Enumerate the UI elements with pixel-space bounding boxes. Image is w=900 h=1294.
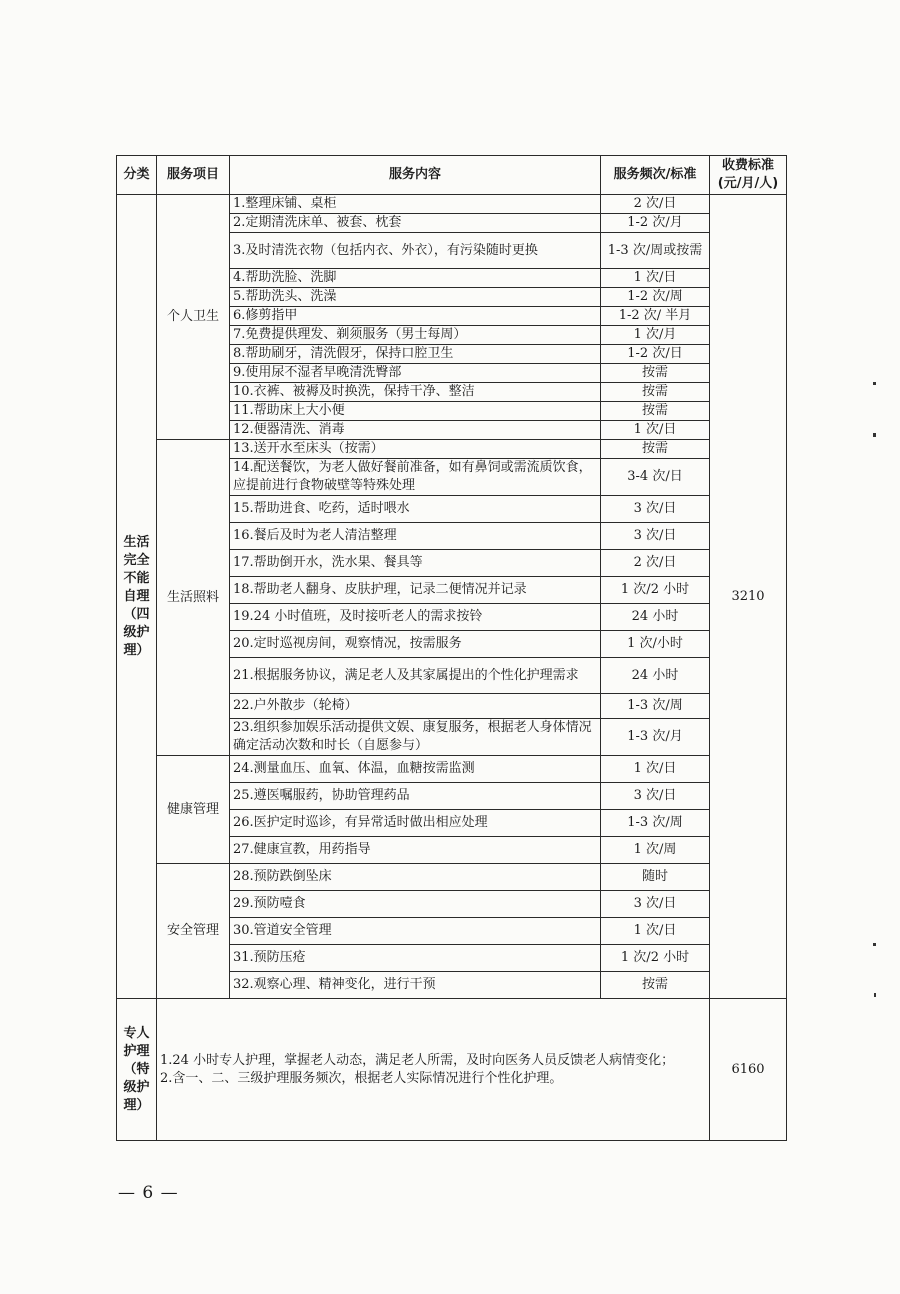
- special-fee-cell: 6160: [710, 999, 787, 1141]
- service-frequency-cell: 按需: [601, 402, 710, 421]
- service-content-cell: 18.帮助老人翻身、皮肤护理，记录二便情况并记录: [230, 577, 601, 604]
- service-item-cell: 安全管理: [157, 864, 230, 999]
- service-content-cell: 9.使用尿不湿者早晚清洗臀部: [230, 364, 601, 383]
- service-frequency-cell: 1-3 次/月: [601, 719, 710, 756]
- service-frequency-cell: 1-3 次/周或按需: [601, 233, 710, 269]
- service-frequency-cell: 1 次/周: [601, 837, 710, 864]
- service-frequency-cell: 24 小时: [601, 658, 710, 694]
- service-fee-table: [116, 155, 787, 1141]
- scan-speck: [874, 993, 876, 997]
- service-content-cell: 21.根据服务协议，满足老人及其家属提出的个性化护理需求: [230, 658, 601, 694]
- service-frequency-cell: 1 次/日: [601, 918, 710, 945]
- service-frequency-cell: 随时: [601, 864, 710, 891]
- service-item-cell: 个人卫生: [157, 195, 230, 440]
- service-frequency-cell: 1-2 次/月: [601, 214, 710, 233]
- table-row: [117, 756, 787, 783]
- service-content-cell: 25.遵医嘱服药，协助管理药品: [230, 783, 601, 810]
- service-content-cell: 32.观察心理、精神变化，进行干预: [230, 972, 601, 999]
- service-content-cell: 26.医护定时巡诊，有异常适时做出相应处理: [230, 810, 601, 837]
- table-row: [117, 195, 787, 214]
- service-frequency-cell: 3 次/日: [601, 523, 710, 550]
- service-frequency-cell: 按需: [601, 972, 710, 999]
- scan-speck: [873, 943, 876, 946]
- service-content-cell: 6.修剪指甲: [230, 307, 601, 326]
- special-care-line-2: 2.含一、二、三级护理服务频次，根据老人实际情况进行个性化护理。: [160, 1070, 563, 1086]
- service-content-cell: 16.餐后及时为老人清洁整理: [230, 523, 601, 550]
- service-content-cell: 29.预防噎食: [230, 891, 601, 918]
- service-frequency-cell: 2 次/日: [601, 195, 710, 214]
- service-content-cell: 19.24 小时值班，及时接听老人的需求按铃: [230, 604, 601, 631]
- service-frequency-cell: 按需: [601, 440, 710, 459]
- header-content: 服务内容: [230, 156, 601, 195]
- fee-cell: 3210: [710, 195, 787, 999]
- service-content-cell: 1.整理床铺、桌柜: [230, 195, 601, 214]
- service-frequency-cell: 1-2 次/周: [601, 288, 710, 307]
- header-frequency: 服务频次/标准: [601, 156, 710, 195]
- service-content-cell: 31.预防压疮: [230, 945, 601, 972]
- header-item: 服务项目: [157, 156, 230, 195]
- service-content-cell: 15.帮助进食、吃药，适时喂水: [230, 496, 601, 523]
- service-frequency-cell: 1 次/2 小时: [601, 577, 710, 604]
- table-row: [117, 440, 787, 459]
- table-header-row: [117, 156, 787, 195]
- service-frequency-cell: 1 次/日: [601, 269, 710, 288]
- service-content-cell: 24.测量血压、血氧、体温，血糖按需监测: [230, 756, 601, 783]
- header-category: 分类: [117, 156, 157, 195]
- service-content-cell: 10.衣裤、被褥及时换洗，保持干净、整洁: [230, 383, 601, 402]
- special-care-description: [157, 999, 710, 1141]
- service-frequency-cell: 1-2 次/日: [601, 345, 710, 364]
- special-category-cell: [117, 999, 157, 1141]
- service-frequency-cell: 1-3 次/周: [601, 810, 710, 837]
- service-item-cell: 生活照料: [157, 440, 230, 756]
- special-care-row: [117, 999, 787, 1141]
- service-frequency-cell: 1 次/日: [601, 421, 710, 440]
- service-frequency-cell: 1 次/2 小时: [601, 945, 710, 972]
- service-frequency-cell: 3 次/日: [601, 891, 710, 918]
- scan-speck: [873, 433, 876, 437]
- service-content-cell: 22.户外散步（轮椅）: [230, 694, 601, 719]
- category-label: 生活完全不能自理（四级护理）: [123, 534, 150, 658]
- service-content-cell: 12.便器清洗、消毒: [230, 421, 601, 440]
- service-frequency-cell: 3 次/日: [601, 496, 710, 523]
- service-frequency-cell: 1 次/日: [601, 756, 710, 783]
- service-frequency-cell: 按需: [601, 364, 710, 383]
- service-content-cell: 27.健康宣教，用药指导: [230, 837, 601, 864]
- service-content-cell: 28.预防跌倒坠床: [230, 864, 601, 891]
- header-fee: 收费标准(元/月/人): [710, 156, 787, 195]
- category-cell: [117, 195, 157, 999]
- service-frequency-cell: 1 次/月: [601, 326, 710, 345]
- service-content-cell: 3.及时清洗衣物（包括内衣、外衣），有污染随时更换: [230, 233, 601, 269]
- service-content-cell: 11.帮助床上大小便: [230, 402, 601, 421]
- service-frequency-cell: 2 次/日: [601, 550, 710, 577]
- page-number: — 6 —: [118, 1183, 179, 1203]
- service-content-cell: 2.定期清洗床单、被套、枕套: [230, 214, 601, 233]
- service-content-cell: 13.送开水至床头（按需）: [230, 440, 601, 459]
- service-frequency-cell: 24 小时: [601, 604, 710, 631]
- service-content-cell: 4.帮助洗脸、洗脚: [230, 269, 601, 288]
- special-care-line-1: 1.24 小时专人护理，掌握老人动态，满足老人所需，及时向医务人员反馈老人病情变化；: [160, 1052, 675, 1068]
- service-content-cell: 17.帮助倒开水，洗水果、餐具等: [230, 550, 601, 577]
- service-frequency-cell: 3-4 次/日: [601, 459, 710, 496]
- service-frequency-cell: 1-2 次/ 半月: [601, 307, 710, 326]
- service-content-cell: 8.帮助刷牙，清洗假牙，保持口腔卫生: [230, 345, 601, 364]
- service-content-cell: 14.配送餐饮，为老人做好餐前准备，如有鼻饲或需流质饮食，应提前进行食物破壁等特殊处理: [230, 459, 601, 496]
- service-content-cell: 23.组织参加娱乐活动提供文娱、康复服务，根据老人身体情况确定活动次数和时长（自愿参与）: [230, 719, 601, 756]
- service-content-cell: 30.管道安全管理: [230, 918, 601, 945]
- service-content-cell: 20.定时巡视房间，观察情况，按需服务: [230, 631, 601, 658]
- table-row: [117, 864, 787, 891]
- service-content-cell: 7.免费提供理发、剃须服务（男士每周）: [230, 326, 601, 345]
- service-frequency-cell: 1-3 次/周: [601, 694, 710, 719]
- service-frequency-cell: 按需: [601, 383, 710, 402]
- special-category-label: 专人护理（特级护理）: [123, 1025, 150, 1113]
- scan-speck: [873, 382, 876, 385]
- service-item-cell: 健康管理: [157, 756, 230, 864]
- service-frequency-cell: 1 次/小时: [601, 631, 710, 658]
- service-frequency-cell: 3 次/日: [601, 783, 710, 810]
- service-content-cell: 5.帮助洗头、洗澡: [230, 288, 601, 307]
